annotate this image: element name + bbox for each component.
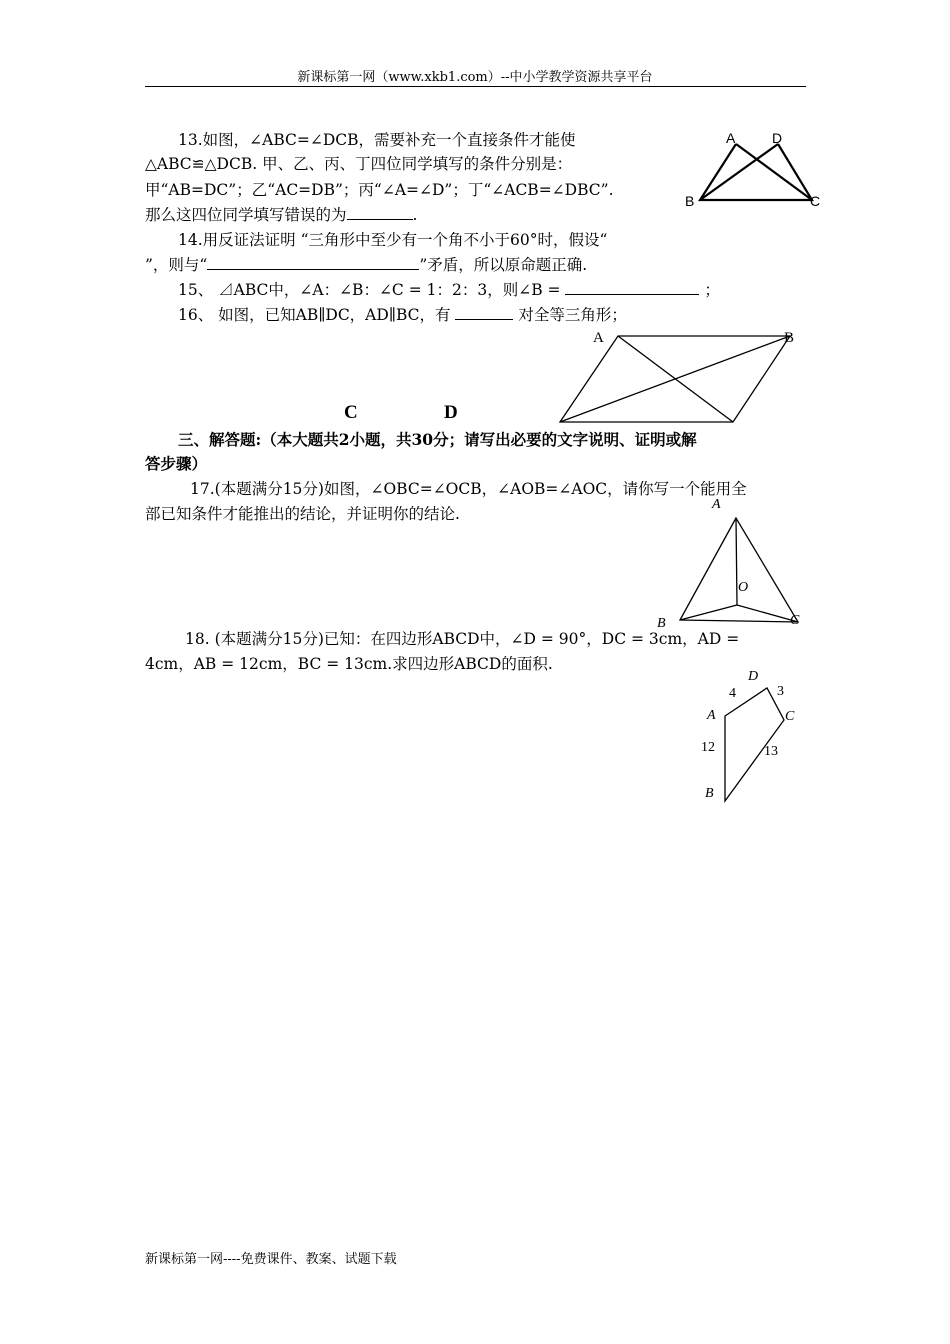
q13-line4-text: 那么这四位同学填写错误的为 — [145, 206, 347, 224]
q18-label-c: C — [785, 709, 795, 724]
q16-text: 16、 如图，已知AB∥DC，AD∥BC，有 — [178, 306, 451, 324]
q17-label-o: O — [738, 580, 749, 595]
q14-line2-end: ”矛盾，所以原命题正确. — [419, 256, 588, 274]
q14-line2-start: ”，则与“ — [145, 256, 208, 274]
q13-line3: 甲“AB=DC”；乙“AC=DB”；丙“∠A=∠D”；丁“∠ACB=∠DBC”. — [145, 181, 614, 199]
q13-label-b: B — [685, 193, 695, 209]
q16-line — [178, 303, 627, 327]
q13-figure-outline — [700, 144, 812, 200]
q17-label-c: C — [790, 613, 800, 628]
q16-answer-blank[interactable] — [455, 305, 513, 320]
q17-label-a: A — [712, 497, 721, 512]
section3-heading-line1: 三、解答题:（本大题共2小题，共30分；请写出必要的文字说明、证明或解 — [178, 430, 697, 449]
q18-label-a: A — [707, 708, 716, 723]
q15-line — [178, 278, 720, 302]
q17-line1: 17.(本题满分15分)如图，∠OBC=∠OCB，∠AOB=∠AOC，请你写一个能用全 — [190, 480, 747, 498]
q13-line4-end: . — [412, 206, 418, 224]
q16-label-c: C — [344, 402, 358, 423]
q17-figure-segment-bo — [680, 605, 737, 620]
q18-label-d: D — [748, 669, 759, 684]
q15-end: ； — [704, 281, 720, 299]
q13-figure — [680, 128, 830, 214]
q13-line1: 13.如图，∠ABC=∠DCB，需要补充一个直接条件才能使 — [178, 131, 576, 149]
q18-line1: 18. (本题满分15分)已知：在四边形ABCD中，∠D = 90°，DC = 3cm，AD = — [185, 630, 740, 648]
page-footer: 新课标第一网----免费课件、教案、试题下载 — [145, 1252, 397, 1267]
q15-text: 15、 ⊿ABC中，∠A：∠B：∠C = 1：2：3，则∠B = — [178, 281, 561, 299]
q13-figure-diagonal-ac — [736, 144, 812, 200]
q16-end: 对全等三角形； — [518, 306, 627, 324]
q16-label-b: B — [784, 330, 795, 346]
q13-line4 — [145, 203, 417, 227]
q15-answer-blank[interactable] — [565, 280, 699, 295]
q16-figure — [550, 328, 800, 428]
q13-label-c: C — [810, 193, 821, 209]
header-divider — [145, 86, 806, 87]
q18-figure — [710, 680, 800, 810]
q18-label-side-dc: 3 — [777, 684, 784, 699]
q14-answer-blank[interactable] — [207, 255, 419, 270]
q16-label-d: D — [444, 402, 458, 423]
page-header: 新课标第一网（www.xkb1.com）--中小学教学资源共享平台 — [297, 70, 653, 85]
q18-label-side-bc: 13 — [764, 744, 778, 759]
q18-line2: 4cm，AB = 12cm，BC = 13cm.求四边形ABCD的面积. — [145, 655, 553, 673]
section3-heading-line2: 答步骤） — [145, 454, 208, 473]
q17-figure-triangle — [680, 518, 798, 622]
q13-line2: △ABC≌△DCB. 甲、乙、丙、丁四位同学填写的条件分别是： — [145, 155, 573, 173]
q14-line2 — [145, 253, 587, 277]
q17-label-b: B — [657, 616, 666, 631]
q16-label-a: A — [593, 330, 604, 346]
q14-line1: 14.用反证法证明 “三角形中至少有一个角不小于60°时，假设“ — [178, 231, 608, 249]
q16-figure-diagonal-2 — [560, 336, 790, 422]
q13-label-d: D — [772, 130, 783, 146]
q13-figure-diagonal-db — [700, 144, 778, 200]
q13-answer-blank[interactable] — [347, 205, 413, 220]
q17-figure-segment-ao — [736, 518, 737, 605]
q18-label-side-ad: 4 — [729, 686, 736, 701]
q17-line2: 部已知条件才能推出的结论，并证明你的结论. — [145, 505, 460, 523]
q13-label-a: A — [726, 130, 736, 146]
q17-figure — [670, 508, 810, 628]
q18-label-side-ab: 12 — [701, 740, 715, 755]
q18-label-b: B — [705, 786, 714, 801]
